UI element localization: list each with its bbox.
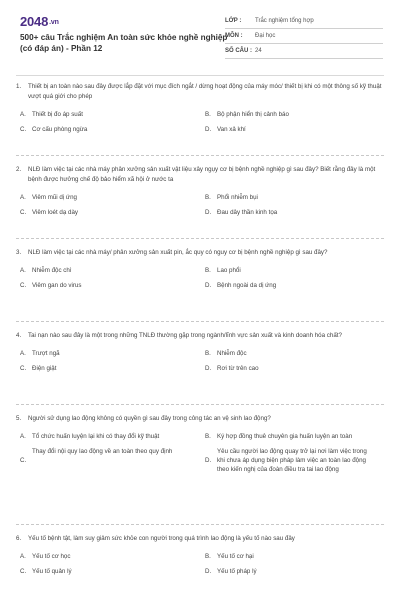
option-text: Ký hợp đồng thuê chuyên gia huấn luyện an toàn [217, 433, 353, 440]
option-d[interactable] [201, 208, 386, 217]
question-body: Thiết bị an toàn nào sau đây được lắp đặt với mục đích ngắt / dừng hoạt động của máy móc/ thiết bị khi có một thông số kỹ thuật vượt quá giới cho phép [28, 83, 382, 100]
option-text: Thay đổi nội quy lao động về an toàn theo quy định [32, 448, 173, 455]
option-letter: A. [20, 433, 26, 440]
logo-main-text: 2048 [20, 14, 49, 29]
option-a[interactable] [16, 193, 201, 202]
option-c[interactable] [16, 125, 201, 134]
question-body: Người sử dụng lao động không có quyền gì sau đây trong công tác an vệ sinh lao động? [28, 415, 271, 422]
option-text: Yếu tố quản lý [32, 568, 72, 575]
meta-label: SỐ CÂU : [225, 48, 252, 54]
option-text: Yếu tố cơ học [32, 553, 71, 560]
option-text: Tổ chức huấn luyện lại khi có thay đổi kỹ thuật [32, 433, 160, 440]
question-text [16, 414, 386, 424]
option-a[interactable] [16, 552, 201, 561]
option-text: Đau dây thần kinh tọa [217, 209, 278, 216]
question-3 [16, 248, 386, 296]
question-text [16, 331, 386, 341]
document-title: 500+ câu Trắc nghiệm An toàn sức khỏe nghề nghiệp (có đáp án) - Phần 12 [20, 33, 228, 53]
question-4 [16, 331, 386, 379]
option-text: Cơ cấu phòng ngừa [32, 126, 88, 133]
option-b[interactable] [201, 552, 386, 561]
option-letter: A. [20, 350, 26, 357]
option-letter: D. [205, 568, 212, 575]
options [16, 432, 386, 474]
meta-value: Đại học [255, 33, 276, 39]
options [16, 266, 386, 290]
option-letter: D. [205, 365, 212, 372]
option-b[interactable] [201, 110, 386, 119]
question-number: 3. [16, 249, 22, 256]
question-5 [16, 414, 386, 480]
option-letter: B. [205, 350, 211, 357]
meta-row-count [225, 44, 383, 59]
option-text: Yếu tố cơ hại [217, 553, 254, 560]
option-c[interactable] [16, 281, 201, 290]
option-text: Nhiễm độc chì [32, 267, 72, 274]
option-letter: D. [205, 209, 212, 216]
option-letter: C. [20, 209, 27, 216]
option-d[interactable] [201, 125, 386, 134]
option-text: Lao phổi [217, 267, 241, 274]
meta-label: LỚP : [225, 18, 242, 24]
option-letter: C. [20, 457, 27, 464]
option-letter: B. [205, 433, 211, 440]
option-letter: A. [20, 267, 26, 274]
question-number: 5. [16, 415, 22, 422]
option-d[interactable] [201, 567, 386, 576]
option-text: Yếu tố pháp lý [217, 568, 257, 575]
option-text: Yêu cầu người lao động quay trở lại nơi làm việc trong khi chưa áp dụng biện pháp làm việc an toàn lao động theo kiến nghị của đoàn điều tra tai lao động [217, 448, 367, 473]
option-b[interactable] [201, 349, 386, 358]
options [16, 193, 386, 217]
option-letter: B. [205, 194, 211, 201]
option-text: Van xả khí [217, 126, 246, 133]
option-text: Phổi nhiễm bụi [217, 194, 258, 201]
option-text: Điện giật [32, 365, 57, 372]
question-6 [16, 534, 386, 582]
question-1 [16, 82, 386, 140]
option-text: Viêm mũi dị ứng [32, 194, 77, 201]
option-letter: D. [205, 282, 212, 289]
option-letter: C. [20, 126, 27, 133]
meta-label: MÔN : [225, 33, 243, 39]
header-divider [16, 75, 384, 76]
option-letter: A. [20, 553, 26, 560]
option-text: Rơi từ trên cao [217, 365, 259, 372]
option-d[interactable] [201, 364, 386, 373]
options [16, 110, 386, 134]
option-c[interactable] [16, 208, 201, 217]
meta-value: Trắc nghiệm tổng hợp [255, 18, 314, 24]
option-c[interactable] [16, 567, 201, 576]
option-b[interactable] [201, 432, 386, 441]
option-text: Bộ phận hiển thị cảnh báo [217, 111, 289, 118]
option-letter: C. [20, 282, 27, 289]
meta-row-class [225, 14, 383, 29]
option-letter: D. [205, 457, 212, 464]
option-text: Thiết bị đo áp suất [32, 111, 83, 118]
option-d[interactable] [201, 447, 386, 474]
meta-table [225, 14, 383, 59]
option-letter: C. [20, 568, 27, 575]
option-text: Nhiễm độc [217, 350, 247, 357]
question-divider [16, 524, 384, 525]
question-text [16, 165, 386, 185]
question-body: Tai nạn nào sau đây là một trong những TNLĐ thường gặp trong ngành/lĩnh vực sản xuất và kinh doanh hóa chất? [28, 332, 342, 339]
option-letter: C. [20, 365, 27, 372]
question-body: NLĐ làm việc tại các nhà máy phân xưởng sản xuất vật liệu xây ngụy cơ bị bệnh nghề nghiệp gì sau đây? Biết rằng đây là một bệnh được hưởng chế độ bảo hiểm xã hội ở nước ta [28, 166, 376, 183]
question-number: 1. [16, 83, 22, 90]
question-text [16, 534, 386, 544]
question-text [16, 82, 386, 102]
question-number: 6. [16, 535, 22, 542]
option-a[interactable] [16, 432, 201, 441]
option-letter: B. [205, 553, 211, 560]
options [16, 349, 386, 373]
option-text: Trượt ngã [32, 350, 60, 357]
question-divider [16, 238, 384, 239]
logo-suffix-text: .vn [49, 19, 59, 27]
option-text: Bệnh ngoài da dị ứng [217, 282, 277, 289]
option-a[interactable] [16, 266, 201, 275]
option-letter: A. [20, 111, 26, 118]
question-text [16, 248, 386, 258]
option-text: Viêm gan do virus [32, 282, 82, 289]
option-letter: A. [20, 194, 26, 201]
question-divider [16, 321, 384, 322]
site-logo[interactable] [20, 14, 59, 29]
question-number: 2. [16, 166, 22, 173]
document-header [0, 0, 400, 74]
option-d[interactable] [201, 281, 386, 290]
question-divider [16, 155, 384, 156]
option-a[interactable] [16, 349, 201, 358]
question-number: 4. [16, 332, 22, 339]
meta-row-subject [225, 29, 383, 44]
option-letter: B. [205, 111, 211, 118]
option-a[interactable] [16, 110, 201, 119]
option-letter: D. [205, 126, 212, 133]
option-b[interactable] [201, 266, 386, 275]
question-body: Yếu tố bệnh tật, làm suy giảm sức khỏe con người trong quá trình lao động là yếu tố nào sau đây [28, 535, 295, 542]
question-2 [16, 165, 386, 223]
question-body: NLĐ làm việc tại các nhà máy/ phân xưởng sản xuất pin, ắc quy có nguy cơ bị bệnh nghề nghiệp gì sau đây? [28, 249, 328, 256]
options [16, 552, 386, 576]
option-c[interactable] [16, 447, 201, 474]
option-b[interactable] [201, 193, 386, 202]
option-letter: B. [205, 267, 211, 274]
question-divider [16, 404, 384, 405]
meta-value: 24 [255, 48, 262, 54]
option-c[interactable] [16, 364, 201, 373]
option-text: Viêm loét dạ dày [32, 209, 78, 216]
